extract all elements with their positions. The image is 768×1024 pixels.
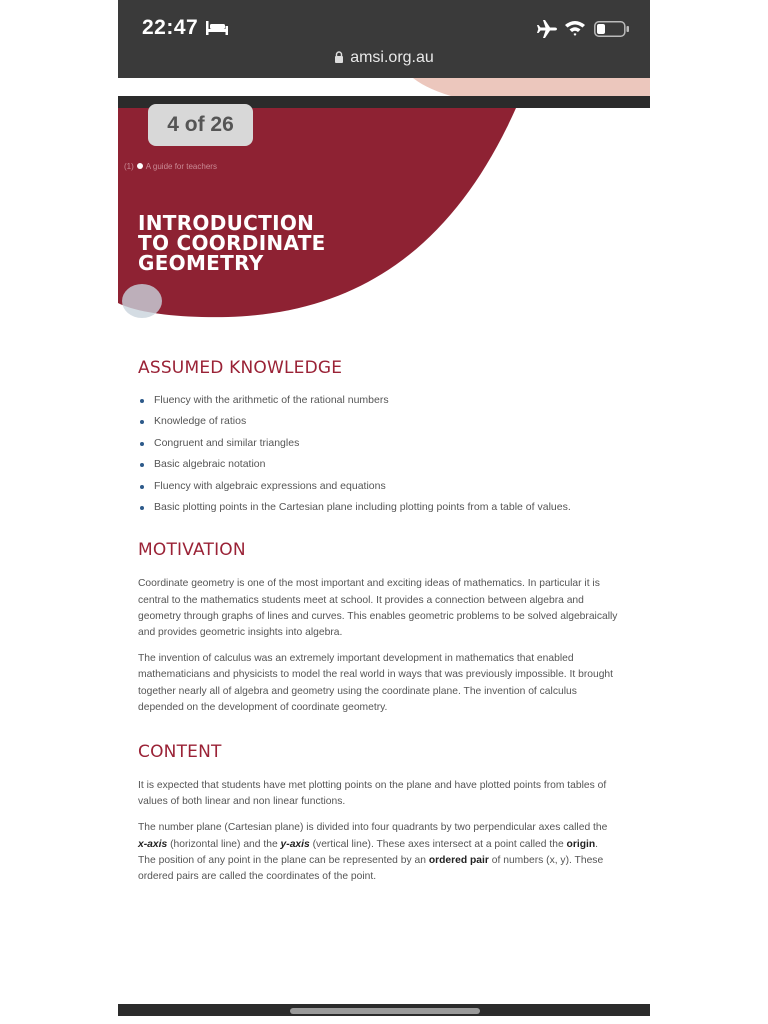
decorative-circle [122, 284, 162, 318]
list-item [138, 433, 618, 454]
bullet-icon [140, 506, 144, 510]
content-paragraph-2 [138, 820, 618, 885]
list-item [138, 390, 618, 411]
term-ordered-pair: ordered pair [428, 854, 489, 866]
url-text: amsi.org.au [350, 49, 434, 66]
list-item [138, 497, 618, 518]
pdf-page[interactable] [118, 78, 650, 1004]
page-indicator: 4 of 26 [148, 104, 253, 146]
list-item-text: Fluency with algebraic expressions and equations [154, 479, 386, 492]
bullet-icon [140, 463, 144, 467]
term-origin: origin [566, 838, 596, 850]
term-x-axis: x-axis [138, 838, 168, 850]
lock-icon [334, 51, 344, 63]
text-run: (vertical line). These axes intersect at a point called the [309, 838, 567, 850]
content-heading: CONTENT [138, 742, 222, 763]
text-run: The number plane (Cartesian plane) is divided into four quadrants by two perpendicular axes called the [138, 822, 608, 834]
bullet-icon [140, 442, 144, 446]
list-item-text: Fluency with the arithmetic of the rational numbers [154, 394, 389, 406]
guide-dot-icon [137, 163, 143, 169]
airplane-mode-icon [536, 19, 558, 39]
status-time: 22:47 [142, 16, 199, 39]
content-paragraph-1: It is expected that students have met plotting points on the plane and have plotted points from tables of values of both linear and non linear functions. [138, 780, 607, 808]
motivation-paragraph-1: Coordinate geometry is one of the most important and exciting ideas of mathematics. In particular it is central to the mathematics students meet at school. It provides a connection between algebra and geometry through graphs of lines and curves. This enables geometric problems to be solved algebraically and provides geometric insights into algebra. [138, 578, 618, 639]
text-run: (horizontal line) and the [167, 838, 281, 850]
header-decoration [118, 78, 650, 98]
list-item-text: Knowledge of ratios [154, 415, 247, 428]
term-y-axis: y-axis [280, 838, 310, 850]
guide-label [124, 162, 217, 171]
list-item [138, 454, 618, 475]
document-body [138, 358, 618, 885]
assumed-knowledge-heading: ASSUMED KNOWLEDGE [138, 358, 343, 378]
text-run: of numbers (x, y). These ordered pairs are called the coordinates of the point. [138, 854, 604, 883]
status-bar [118, 0, 650, 78]
wifi-icon [564, 19, 586, 37]
battery-icon [594, 21, 630, 37]
bullet-icon [140, 485, 144, 489]
guide-text: A guide for teachers [145, 162, 217, 171]
assumed-knowledge-list [138, 390, 618, 518]
document-title: INTRODUCTION TO COORDINATE GEOMETRY [138, 211, 326, 275]
bed-icon [206, 21, 228, 35]
bullet-icon [140, 399, 144, 403]
home-indicator[interactable] [290, 1008, 480, 1014]
list-item [138, 411, 618, 432]
list-item-text: Congruent and similar triangles [154, 436, 300, 449]
list-item [138, 476, 618, 497]
guide-prefix: (1) [124, 162, 134, 171]
address-bar[interactable] [118, 49, 650, 67]
phone-screen [118, 0, 650, 1024]
motivation-heading: MOTIVATION [138, 540, 246, 561]
text-run: . The position of any point in the plane can be represented by an [138, 838, 599, 866]
list-item-text: Basic algebraic notation [154, 458, 266, 471]
list-item-text: Basic plotting points in the Cartesian plane including plotting points from a table of values. [154, 501, 571, 514]
motivation-paragraph-2: The invention of calculus was an extremely important development in mathematics that enabled mathematicians and physicists to model the real world in ways that was previously impossible. It brought together nearly all of algebra and geometry using the coordinate plane. The invention of calculus depended on the development of coordinate geometry. [138, 653, 614, 713]
bullet-icon [140, 420, 144, 424]
